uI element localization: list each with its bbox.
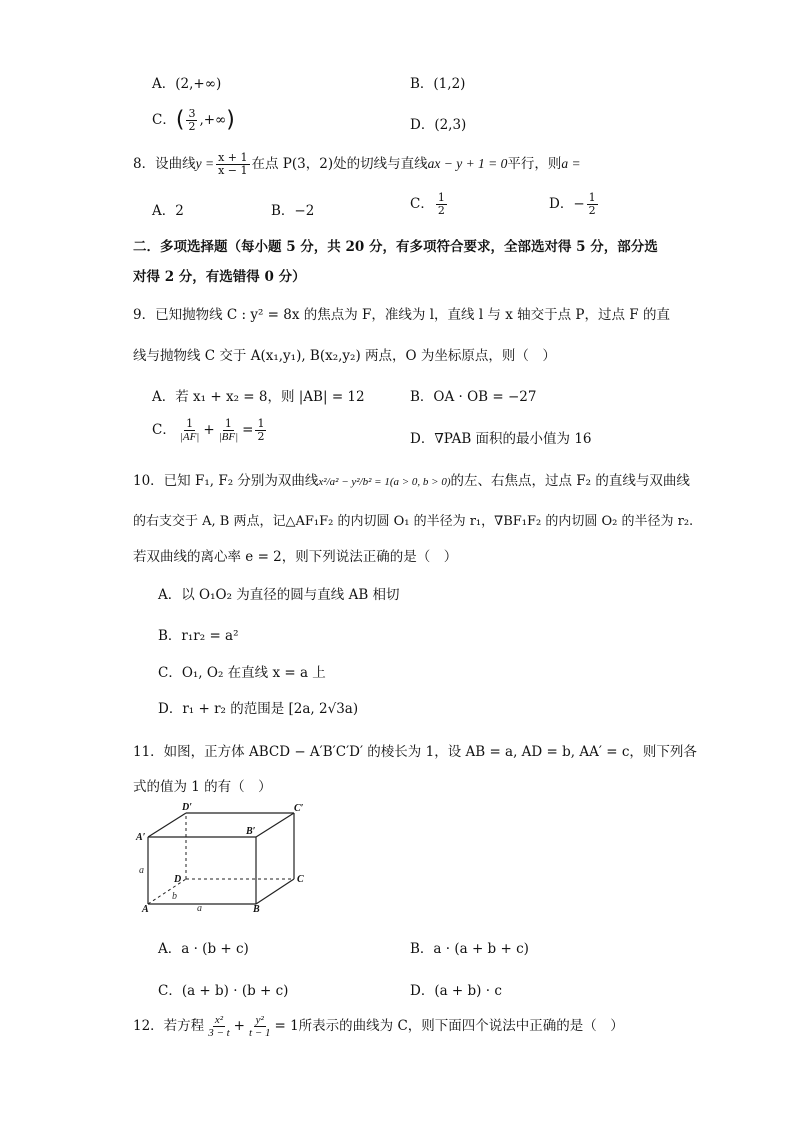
q8-option-b: B．−2	[271, 203, 315, 219]
q7-option-a: A．(2,+∞)	[152, 76, 222, 92]
q10-option-c: C．O₁, O₂ 在直线 x = a 上	[158, 665, 326, 681]
q11-option-b: B．a · (a + b + c)	[410, 941, 529, 957]
fraction: $\frac{x + 1}{x - 1}$	[218, 151, 248, 177]
q7-option-c: C．( $\frac{3}{2}$ ,+∞)	[152, 107, 235, 133]
label-a-bottom: a	[197, 903, 202, 914]
label-A: A	[142, 904, 149, 915]
label-D1: D′	[182, 802, 193, 813]
q8-option-d: D．− $\frac{1}{2}$	[549, 191, 596, 217]
q9-stem-line1: 9．已知抛物线 C : y² = 8x 的焦点为 F，准线为 l，直线 l 与 x 轴交于点 P，过点 F 的直	[133, 307, 670, 323]
label-A1: A′	[136, 832, 146, 843]
q11-stem-line2: 式的值为 1 的有（ ）	[133, 779, 272, 795]
label-D: D	[174, 874, 182, 885]
q10-stem-line2: 的右支交于 A, B 两点，记△AF₁F₂ 的内切圆 O₁ 的半径为 r₁，∇BF₁F₂ 的内切圆 O₂ 的半径为 r₂.	[133, 514, 694, 529]
q9-option-a: A．若 x₁ + x₂ = 8，则 |AB| = 12	[152, 389, 365, 405]
label-a-left: a	[139, 865, 144, 876]
q11-option-a: A．a · (b + c)	[158, 941, 249, 957]
q9-option-d: D．∇PAB 面积的最小值为 16	[410, 431, 592, 447]
q10-option-b: B．r₁r₂ = a²	[158, 628, 239, 644]
q10-option-d: D．r₁ + r₂ 的范围是 [2a, 2√3a)	[158, 701, 359, 717]
q9-stem-line2: 线与抛物线 C 交于 A(x₁,y₁), B(x₂,y₂) 两点，O 为坐标原点，则（ ）	[133, 348, 556, 364]
option-label: C．	[152, 112, 176, 128]
label-B: B	[253, 904, 260, 915]
q8-option-a: A．2	[152, 203, 184, 219]
fraction: $\frac{3}{2}$	[188, 107, 196, 133]
q11-option-c: C．(a + b) · (b + c)	[158, 983, 289, 999]
label-C: C	[297, 874, 304, 885]
q7-option-b: B．(1,2)	[410, 76, 466, 92]
label-B1: B′	[246, 826, 256, 837]
cube-figure	[132, 800, 322, 915]
q9-option-b: B．OA · OB = −27	[410, 389, 537, 405]
label-b: b	[172, 891, 177, 902]
q10-option-a: A．以 O₁O₂ 为直径的圆与直线 AB 相切	[158, 587, 400, 603]
q12-stem: 12．若方程 $\frac{\text{x²}}{3 - t}$ + $\frac{\text{y²}}{t - 1}$ = 1所表示的曲线为 C，则下面四个说法中正确的是（ ）	[133, 1014, 624, 1039]
q11-option-d: D．(a + b) · c	[410, 983, 502, 999]
q10-stem-line1: 10．已知 F₁, F₂ 分别为双曲线x²/a² − y²/b² = 1(a > 0, b > 0)的左、右焦点，过点 F₂ 的直线与双曲线	[133, 473, 690, 489]
q8-option-c: C． $\frac{1}{2}$	[410, 191, 445, 217]
section-heading-line2: 对得 2 分，有选错得 0 分）	[133, 269, 306, 285]
q9-option-c: C． $\frac{1}{|AF|}$ + $\frac{1}{|BF|}$ = $\frac{1}{2}$	[152, 417, 265, 443]
q8-stem: 8．设曲线y = $\frac{x + 1}{x - 1}$ 在点 P(3，2)处的切线与直线ax − y + 1 = 0平行，则a =	[133, 151, 581, 177]
section-heading: 二．多项选择题（每小题 5 分，共 20 分，有多项符合要求，全部选对得 5 分，部分选	[133, 239, 658, 255]
q10-stem-line3: 若双曲线的离心率 e = 2，则下列说法正确的是（ ）	[133, 549, 458, 565]
q11-stem-line1: 11．如图，正方体 ABCD − A′B′C′D′ 的棱长为 1，设 AB = a, AD = b, AA′ = c，则下列各	[133, 744, 697, 760]
label-C1: C′	[294, 803, 304, 814]
q7-option-d: D．(2,3)	[410, 117, 467, 133]
